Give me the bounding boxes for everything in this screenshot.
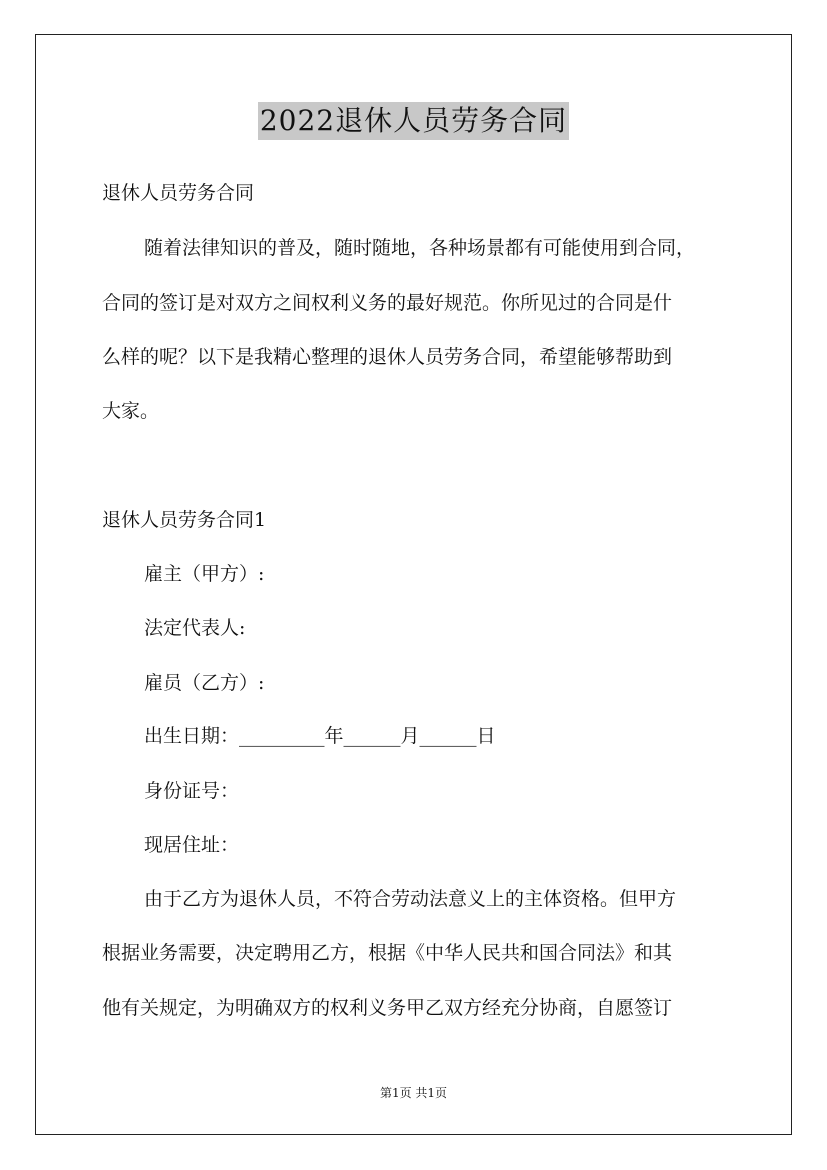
- intro-line-3: 么样的呢？以下是我精心整理的退休人员劳务合同，希望能够帮助到: [102, 346, 673, 368]
- field-employee: 雇员（乙方）:: [144, 672, 265, 694]
- field-legal-representative: 法定代表人:: [144, 617, 246, 639]
- intro-line-2: 合同的签订是对双方之间权利义务的最好规范。你所见过的合同是什: [102, 292, 673, 314]
- body-line-3: 他有关规定，为明确双方的权利义务甲乙双方经充分协商，自愿签订: [102, 997, 673, 1019]
- intro-line-1: 随着法律知识的普及，随时随地，各种场景都有可能使用到合同，: [144, 237, 696, 259]
- document-heading: 退休人员劳务合同: [102, 182, 255, 204]
- section-title: 退休人员劳务合同1: [102, 509, 267, 531]
- field-birth-date: 出生日期：_________年______月______日: [144, 725, 496, 747]
- body-line-2: 根据业务需要，决定聘用乙方，根据《中华人民共和国合同法》和其: [102, 942, 673, 964]
- field-employer: 雇主（甲方）:: [144, 563, 265, 585]
- document-title: 2022退休人员劳务合同: [258, 102, 569, 140]
- intro-line-4: 大家。: [102, 400, 160, 422]
- body-line-1: 由于乙方为退休人员，不符合劳动法意义上的主体资格。但甲方: [144, 888, 677, 910]
- field-address: 现居住址：: [144, 834, 240, 856]
- field-id-number: 身份证号：: [144, 780, 240, 802]
- page-footer: 第1页 共1页: [379, 1086, 448, 1100]
